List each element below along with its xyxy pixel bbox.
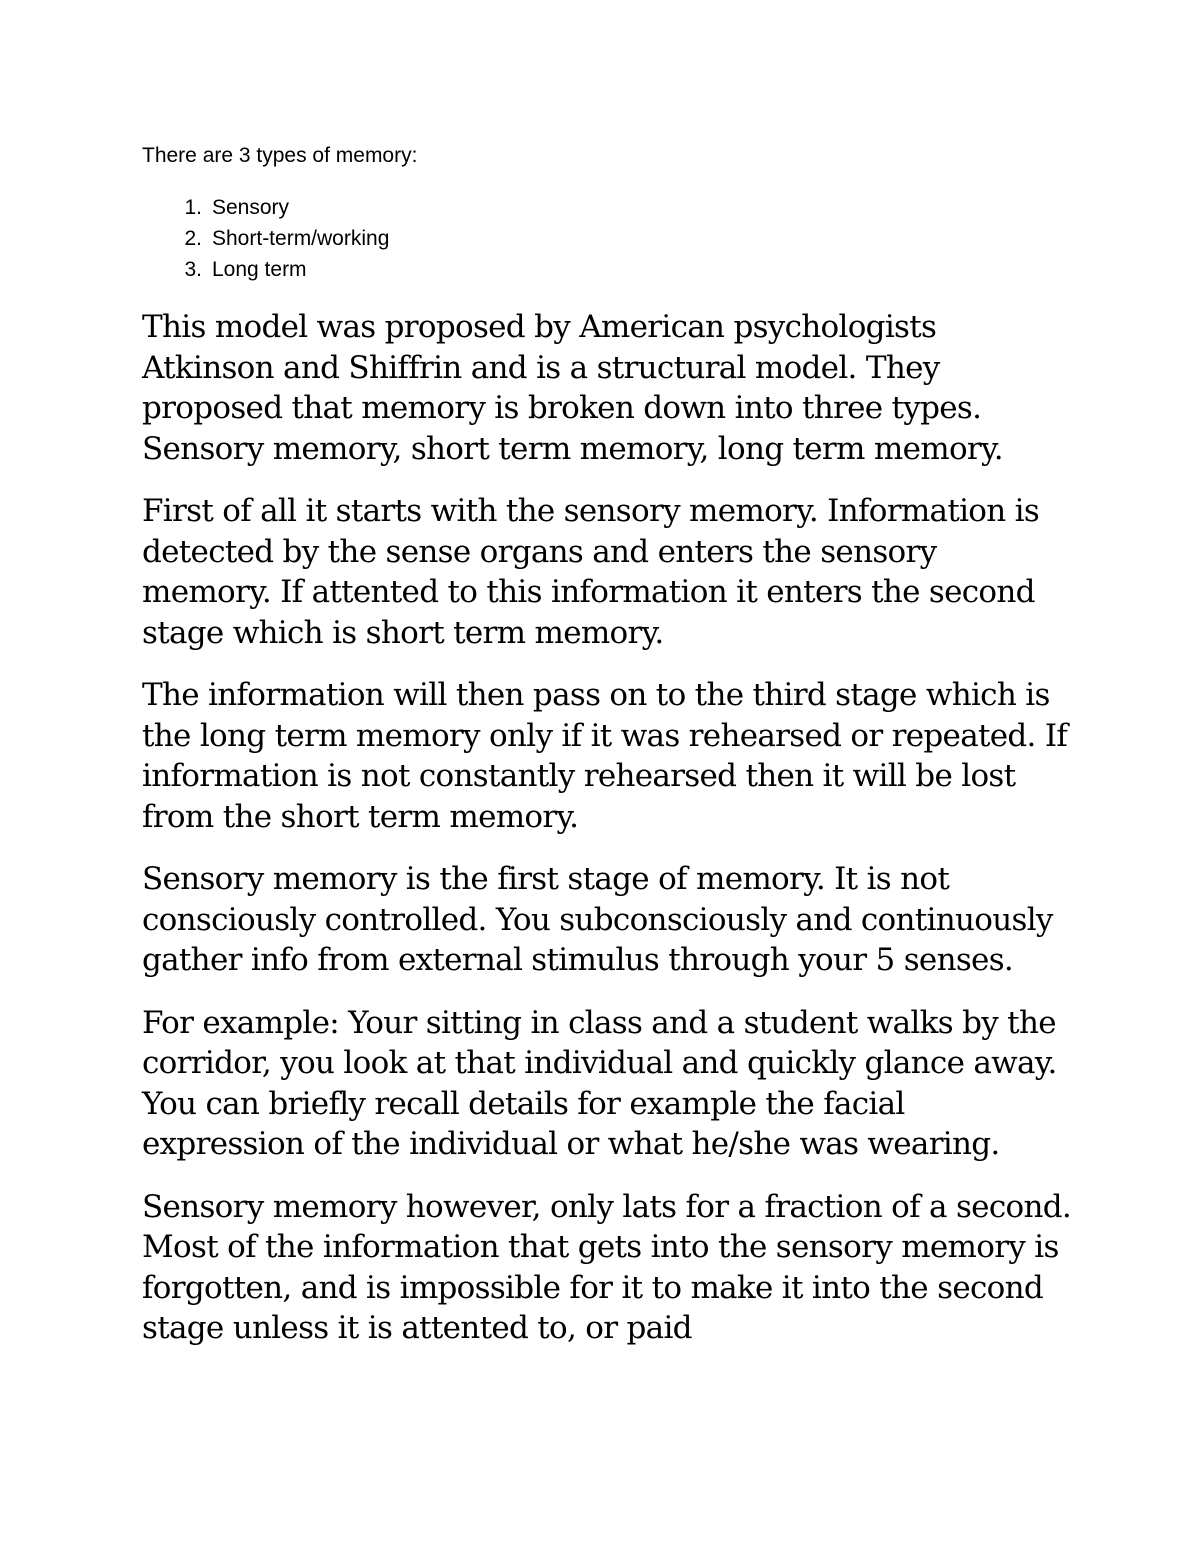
list-number: 2. — [184, 227, 202, 250]
list-item-label: Short-term/working — [212, 227, 390, 250]
list-item-label: Sensory — [212, 196, 290, 219]
memory-types-list — [142, 192, 1072, 285]
paragraph-third-stage: The information will then pass on to the third stage which is the long term memory only if it was rehearsed or repeated. If information is not constantly rehearsed then it will be lost from the short term memory. — [142, 677, 1068, 835]
list-item — [142, 192, 1072, 223]
paragraph-sensory-first-stage: Sensory memory is the first stage of memory. It is not consciously controlled. You subconsciously and continuously gather info from external stimulus through your 5 senses. — [142, 861, 1053, 978]
list-item-label: Long term — [212, 258, 307, 281]
paragraph-sensory-start: First of all it starts with the sensory memory. Information is detected by the sense organs and enters the sensory memory. If attented to this information it enters the second stage which is short term memory. — [142, 493, 1040, 651]
paragraph-model: This model was proposed by American psychologists Atkinson and Shiffrin and is a structural model. They proposed that memory is broken down into three types. Sensory memory, short term memory, long term memory. — [142, 309, 1003, 467]
list-number: 3. — [184, 258, 202, 281]
intro-text: There are 3 types of memory: — [142, 144, 418, 167]
list-number: 1. — [184, 196, 202, 219]
paragraph-sensory-duration: Sensory memory however, only lats for a fraction of a second. Most of the information that gets into the sensory memory is forgotten, and is impossible for it to make it into the second stage unless it is attented to, or paid — [142, 1188, 1072, 1346]
document-content — [142, 142, 1072, 1371]
paragraph-example: For example: Your sitting in class and a student walks by the corridor, you look at that individual and quickly glance away. You can briefly recall details for example the facial expression of the individual or what he/she was wearing. — [142, 1004, 1057, 1162]
list-item — [142, 223, 1072, 254]
list-item — [142, 254, 1072, 285]
